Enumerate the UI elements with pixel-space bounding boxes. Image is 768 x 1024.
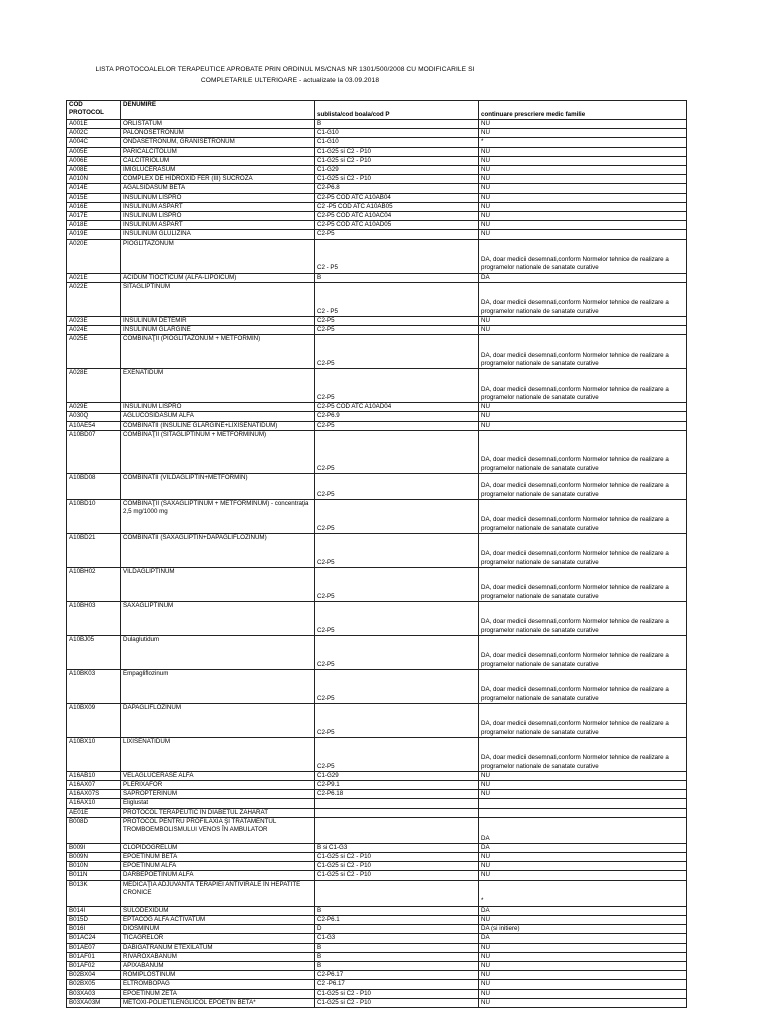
table-row (67, 635, 687, 669)
table-row (67, 239, 687, 273)
cell-sublista: C1-G25 si C2 - P10 (315, 853, 479, 862)
cell-sublista: C2-P9.1 (315, 781, 479, 790)
cell-continuare: DA, doar medicii desemnati,conform Normelor tehnice de realizare a programelor nationale de sanatate curative (479, 335, 687, 369)
cell-sublista: C1-G29 (315, 771, 479, 780)
cell-continuare: NU (479, 166, 687, 175)
cell-sublista: C2-P5 (315, 499, 479, 533)
cell-sublista: C2-P5 (315, 430, 479, 473)
cell-continuare: * (479, 138, 687, 147)
table-row (67, 817, 687, 843)
cell-sublista: C2-P5 (315, 230, 479, 239)
cell-sublista: C2-P5 COD ATC A10AB04 (315, 193, 479, 202)
cell-denumire: INSULINUM LISPRO (121, 193, 315, 202)
table-row (67, 120, 687, 129)
cell-continuare: NU (479, 120, 687, 129)
cell-cod: A014E (67, 184, 121, 193)
cell-continuare: DA, doar medicii desemnati,conform Normelor tehnice de realizare a programelor nationale de sanatate curative (479, 737, 687, 771)
cell-sublista: C1-G25 si C2 - P10 (315, 989, 479, 998)
cell-continuare: NU (479, 403, 687, 412)
cell-sublista: C1-G29 (315, 166, 479, 175)
table-row (67, 129, 687, 138)
cell-cod: A10BD10 (67, 499, 121, 533)
cell-denumire: Dulaglutidum (121, 635, 315, 669)
cell-sublista: C2-P5 (315, 421, 479, 430)
table-row (67, 790, 687, 799)
cell-denumire: EPOETINUM ALFA (121, 862, 315, 871)
cell-denumire: ACIDUM TIOCTICUM (ALFA-LIPOICUM) (121, 273, 315, 282)
cell-continuare: DA, doar medicii desemnati,conform Normelor tehnice de realizare a programelor nationale de sanatate curative (479, 635, 687, 669)
table-row (67, 799, 687, 808)
cell-cod: A019E (67, 230, 121, 239)
table-row (67, 669, 687, 703)
table-row (67, 989, 687, 998)
cell-continuare: DA, doar medicii desemnati,conform Normelor tehnice de realizare a programelor nationale de sanatate curative (479, 669, 687, 703)
cell-sublista: C1-G10 (315, 138, 479, 147)
cell-sublista: C1-G25 si C2 - P10 (315, 175, 479, 184)
table-row (67, 412, 687, 421)
cell-denumire: COMPLEX DE HIDROXID FER (III) SUCROZĂ (121, 175, 315, 184)
table-row (67, 925, 687, 934)
cell-denumire: PROTOCOL PENTRU PROFILAXIA ŞI TRATAMENTUL TROMBOEMBOLISMULUI VENOS ÎN AMBULATOR (121, 817, 315, 843)
cell-continuare: NU (479, 421, 687, 430)
cell-continuare: NU (479, 943, 687, 952)
cell-cod: A005E (67, 147, 121, 156)
cell-cod: A001E (67, 120, 121, 129)
table-row (67, 202, 687, 211)
cell-denumire: COMBINAŢII (PIOGLITAZONUM + METFORMIN) (121, 335, 315, 369)
cell-denumire: COMBINATII (INSULINE GLARGINE+LIXISENATIDUM) (121, 421, 315, 430)
cell-denumire: RIVAROXABANUM (121, 952, 315, 961)
cell-sublista (315, 817, 479, 843)
cell-denumire: INSULINUM LISPRO (121, 212, 315, 221)
cell-denumire: EPOETINUM BETA (121, 853, 315, 862)
cell-denumire: SITAGLIPTINUM (121, 282, 315, 316)
table-row (67, 915, 687, 924)
cell-continuare: NU (479, 961, 687, 970)
cell-sublista: B (315, 120, 479, 129)
cell-continuare: DA (479, 934, 687, 943)
table-row (67, 282, 687, 316)
table-row (67, 843, 687, 852)
cell-sublista: C2 - P5 (315, 282, 479, 316)
cell-cod: A025E (67, 335, 121, 369)
cell-continuare: NU (479, 156, 687, 165)
cell-denumire: TICAGRELOR (121, 934, 315, 943)
table-row (67, 781, 687, 790)
cell-cod: A10BD07 (67, 430, 121, 473)
cell-sublista: C2-P6.17 (315, 971, 479, 980)
cell-denumire: ELTROMBOPAG (121, 980, 315, 989)
cell-denumire: DAPAGLIFLOZINUM (121, 703, 315, 737)
cell-sublista: B (315, 952, 479, 961)
table-row (67, 221, 687, 230)
cell-cod: A028E (67, 369, 121, 403)
cell-denumire: ROMIPLOSTINUM (121, 971, 315, 980)
table-row (67, 703, 687, 737)
cell-sublista (315, 880, 479, 906)
cell-cod: B015D (67, 915, 121, 924)
cell-denumire: CALCITRIOLUM (121, 156, 315, 165)
cell-continuare (479, 799, 687, 808)
table-header-row (67, 101, 687, 120)
cell-sublista: C2-P5 (315, 567, 479, 601)
table-row (67, 316, 687, 325)
cell-denumire: INSULINUM ASPART (121, 202, 315, 211)
cell-denumire: COMBINAŢII (SITAGLIPTINUM + METFORMINUM) (121, 430, 315, 473)
cell-continuare (479, 808, 687, 817)
cell-denumire: EPOETINUM ZETA (121, 989, 315, 998)
table-row (67, 737, 687, 771)
cell-continuare: NU (479, 790, 687, 799)
cell-sublista: C2-P5 (315, 316, 479, 325)
cell-cod: A021E (67, 273, 121, 282)
table-row (67, 601, 687, 635)
document-title-line1: LISTA PROTOCOALELOR TERAPEUTICE APROBATE PRIN ORDINUL MS/CNAS NR 1301/500/2008 CU MODIFICARILE SI (95, 66, 475, 73)
table-row (67, 853, 687, 862)
cell-cod: B014I (67, 906, 121, 915)
cell-cod: A16AX10 (67, 799, 121, 808)
cell-cod: B03XA03 (67, 989, 121, 998)
cell-continuare: NU (479, 326, 687, 335)
table-row (67, 273, 687, 282)
table-row (67, 862, 687, 871)
cell-denumire: SULODEXIDUM (121, 906, 315, 915)
cell-cod: A030Q (67, 412, 121, 421)
cell-cod: A10BH02 (67, 567, 121, 601)
cell-continuare: DA (479, 843, 687, 852)
cell-denumire: COMBINAŢII (SAXAGLIPTINUM + METFORMINUM) - concentraţia 2,5 mg/1000 mg (121, 499, 315, 533)
cell-sublista: C2-P5 COD ATC A10AD05 (315, 221, 479, 230)
cell-cod: A10BH03 (67, 601, 121, 635)
table-row (67, 184, 687, 193)
table-row (67, 880, 687, 906)
cell-denumire: PLERIXAFOR (121, 781, 315, 790)
cell-denumire: EXENATIDUM (121, 369, 315, 403)
cell-sublista: C2-P6.8 (315, 184, 479, 193)
cell-cod: B03XA03M (67, 998, 121, 1007)
table-row (67, 175, 687, 184)
cell-continuare: NU (479, 871, 687, 880)
cell-denumire: COMBINATII (VILDAGLIPTIN+METFORMIN) (121, 473, 315, 499)
cell-continuare: DA (si initiere) (479, 925, 687, 934)
cell-continuare: NU (479, 202, 687, 211)
cell-sublista: B (315, 961, 479, 970)
header-continuare: continuare prescriere medic familie (479, 101, 687, 120)
cell-cod: A024E (67, 326, 121, 335)
cell-denumire: ORLISTATUM (121, 120, 315, 129)
table-row (67, 421, 687, 430)
cell-denumire: Empagliflozinum (121, 669, 315, 703)
table-row (67, 156, 687, 165)
header-cod-protocol: COD PROTOCOL (67, 101, 121, 120)
cell-continuare: DA, doar medicii desemnati,conform Normelor tehnice de realizare a programelor nationale de sanatate curative (479, 533, 687, 567)
cell-sublista: C2 -P5 COD ATC A10AB05 (315, 202, 479, 211)
table-row (67, 952, 687, 961)
cell-continuare: DA, doar medicii desemnati,conform Normelor tehnice de realizare a programelor nationale de sanatate curative (479, 239, 687, 273)
cell-continuare: DA, doar medicii desemnati,conform Normelor tehnice de realizare a programelor nationale de sanatate curative (479, 567, 687, 601)
cell-sublista: C2-P5 (315, 326, 479, 335)
cell-continuare: NU (479, 862, 687, 871)
table-row (67, 533, 687, 567)
cell-denumire: DIOSMINUM (121, 925, 315, 934)
cell-denumire: INSULINUM GLARGINE (121, 326, 315, 335)
cell-denumire: PARICALCITOLUM (121, 147, 315, 156)
cell-denumire: METOXI-POLIETILENGLICOL EPOETIN BETA* (121, 998, 315, 1007)
cell-sublista: C2 - P5 (315, 239, 479, 273)
cell-cod: A023E (67, 316, 121, 325)
cell-sublista: C2-P5 (315, 369, 479, 403)
table-row (67, 971, 687, 980)
cell-cod: A008E (67, 166, 121, 175)
cell-cod: B013K (67, 880, 121, 906)
cell-sublista: C2-P5 COD ATC A10AC04 (315, 212, 479, 221)
cell-continuare: DA, doar medicii desemnati,conform Normelor tehnice de realizare a programelor nationale de sanatate curative (479, 282, 687, 316)
cell-sublista: C2-P6.9 (315, 412, 479, 421)
table-row (67, 906, 687, 915)
cell-cod: A017E (67, 212, 121, 221)
cell-sublista: C2 -P6.17 (315, 980, 479, 989)
cell-cod: A018E (67, 221, 121, 230)
cell-cod: B009N (67, 853, 121, 862)
cell-continuare: DA, doar medicii desemnati,conform Normelor tehnice de realizare a programelor nationale de sanatate curative (479, 369, 687, 403)
table-row (67, 403, 687, 412)
table-row (67, 369, 687, 403)
cell-continuare: DA, doar medicii desemnati,conform Normelor tehnice de realizare a programelor nationale de sanatate curative (479, 499, 687, 533)
cell-sublista: C2-P5 (315, 601, 479, 635)
cell-sublista: B si C1-G3 (315, 843, 479, 852)
cell-denumire: IMIGLUCERASUM (121, 166, 315, 175)
cell-cod: A16AB10 (67, 771, 121, 780)
cell-continuare: NU (479, 412, 687, 421)
cell-cod: A10BK03 (67, 669, 121, 703)
cell-cod: A10BJ05 (67, 635, 121, 669)
cell-sublista: C2-P5 (315, 703, 479, 737)
cell-denumire: DABIGATRANUM ETEXILATUM (121, 943, 315, 952)
cell-sublista: C1-G10 (315, 129, 479, 138)
cell-cod: A16AX07S (67, 790, 121, 799)
cell-continuare: NU (479, 989, 687, 998)
table-row (67, 934, 687, 943)
cell-continuare: NU (479, 193, 687, 202)
cell-sublista: C2-P6.1 (315, 915, 479, 924)
cell-sublista: C2-P5 (315, 669, 479, 703)
table-row (67, 499, 687, 533)
cell-continuare: NU (479, 781, 687, 790)
cell-denumire: PALONOSETRONUM (121, 129, 315, 138)
cell-cod: B02BX05 (67, 980, 121, 989)
cell-denumire: VELAGLUCERASE ALFA (121, 771, 315, 780)
cell-sublista: C2-P5 (315, 737, 479, 771)
table-row (67, 430, 687, 473)
protocol-table (66, 100, 687, 1008)
cell-continuare: NU (479, 998, 687, 1007)
cell-cod: B01AE07 (67, 943, 121, 952)
cell-denumire: MEDICAŢIA ADJUVANTĂ TERAPIEI ANTIVIRALE ÎN HEPATITE CRONICE (121, 880, 315, 906)
cell-continuare: NU (479, 980, 687, 989)
cell-continuare: NU (479, 853, 687, 862)
cell-cod: A020E (67, 239, 121, 273)
cell-sublista: C2-P5 (315, 335, 479, 369)
table-row (67, 138, 687, 147)
cell-sublista: B (315, 943, 479, 952)
cell-continuare: NU (479, 316, 687, 325)
cell-cod: B010N (67, 862, 121, 871)
table-row (67, 473, 687, 499)
cell-denumire: COMBINATII (SAXAGLIPTIN+DAPAGLIFLOZINUM) (121, 533, 315, 567)
cell-continuare: NU (479, 129, 687, 138)
cell-sublista: C1-G25 si C2 - P10 (315, 998, 479, 1007)
cell-sublista: C2-P5 (315, 635, 479, 669)
cell-denumire: PROTOCOL TERAPEUTIC ÎN DIABETUL ZAHARAT (121, 808, 315, 817)
cell-continuare: NU (479, 212, 687, 221)
cell-sublista: C1-G3 (315, 934, 479, 943)
cell-cod: A10BX09 (67, 703, 121, 737)
cell-cod: A16AX07 (67, 781, 121, 790)
header-sublista: sublista/cod boala/cod P (315, 101, 479, 120)
cell-continuare: DA (479, 906, 687, 915)
table-row (67, 771, 687, 780)
cell-denumire: INSULINUM ASPART (121, 221, 315, 230)
cell-cod: A006E (67, 156, 121, 165)
cell-continuare: NU (479, 184, 687, 193)
table-row (67, 193, 687, 202)
table-row (67, 980, 687, 989)
cell-denumire: AGALSIDASUM BETA (121, 184, 315, 193)
cell-cod: B01AF02 (67, 961, 121, 970)
cell-sublista: B (315, 273, 479, 282)
cell-cod: A004C (67, 138, 121, 147)
cell-sublista: C2-P5 COD ATC A10AD04 (315, 403, 479, 412)
cell-cod: B008D (67, 817, 121, 843)
cell-cod: A10BD08 (67, 473, 121, 499)
cell-denumire: LIXISENATIDUM (121, 737, 315, 771)
cell-denumire: SAPROPTERINUM (121, 790, 315, 799)
cell-continuare: NU (479, 952, 687, 961)
cell-denumire: AGLUCOSIDASUM ALFA (121, 412, 315, 421)
table-row (67, 166, 687, 175)
cell-cod: B009I (67, 843, 121, 852)
cell-continuare: DA, doar medicii desemnati,conform Normelor tehnice de realizare a programelor nationale de sanatate curative (479, 703, 687, 737)
cell-continuare: DA (479, 273, 687, 282)
cell-cod: A029E (67, 403, 121, 412)
table-row (67, 212, 687, 221)
cell-denumire: INSULINUM GLULIZINA (121, 230, 315, 239)
cell-sublista: B (315, 906, 479, 915)
cell-cod: A10AE54 (67, 421, 121, 430)
cell-cod: B01AC24 (67, 934, 121, 943)
cell-sublista (315, 799, 479, 808)
cell-sublista: C1-G25 si C2 - P10 (315, 156, 479, 165)
cell-cod: A022E (67, 282, 121, 316)
cell-sublista: C1-G25 si C2 - P10 (315, 862, 479, 871)
cell-continuare: NU (479, 221, 687, 230)
cell-cod: B011N (67, 871, 121, 880)
cell-sublista: C2-P5 (315, 473, 479, 499)
cell-cod: AE01E (67, 808, 121, 817)
table-row (67, 943, 687, 952)
cell-continuare: * (479, 880, 687, 906)
cell-continuare: NU (479, 771, 687, 780)
cell-continuare: NU (479, 147, 687, 156)
cell-denumire: ONDASETRONUM, GRANISETRONUM (121, 138, 315, 147)
cell-cod: A016E (67, 202, 121, 211)
document-title-line2: COMPLETARILE ULTERIOARE - actualizate la 03.09.2018 (200, 77, 380, 84)
cell-denumire: DARBEPOETINUM ALFA (121, 871, 315, 880)
cell-continuare: DA, doar medicii desemnati,conform Normelor tehnice de realizare a programelor nationale de sanatate curative (479, 601, 687, 635)
table-row (67, 808, 687, 817)
table-row (67, 335, 687, 369)
cell-continuare: NU (479, 915, 687, 924)
cell-cod: A002C (67, 129, 121, 138)
cell-continuare: DA, doar medicii desemnati,conform Normelor tehnice de realizare a programelor nationale de sanatate curative (479, 473, 687, 499)
table-row (67, 230, 687, 239)
cell-sublista: C2-P5 (315, 533, 479, 567)
table-row (67, 147, 687, 156)
cell-cod: A10BX10 (67, 737, 121, 771)
cell-cod: B016I (67, 925, 121, 934)
table-row (67, 326, 687, 335)
cell-denumire: PIOGLITAZONUM (121, 239, 315, 273)
cell-sublista: C1-G25 si C2 - P10 (315, 147, 479, 156)
cell-denumire: INSULINUM LISPRO (121, 403, 315, 412)
cell-sublista: C1-G25 si C2 - P10 (315, 871, 479, 880)
cell-continuare: NU (479, 175, 687, 184)
table-row (67, 998, 687, 1007)
header-denumire: DENUMIRE (121, 101, 315, 120)
table-row (67, 871, 687, 880)
cell-denumire: APIXABANUM (121, 961, 315, 970)
cell-continuare: DA, doar medicii desemnati,conform Normelor tehnice de realizare a programelor nationale de sanatate curative (479, 430, 687, 473)
cell-denumire: EPTACOG ALFA ACTIVATUM (121, 915, 315, 924)
table-row (67, 567, 687, 601)
cell-denumire: CLOPIDOGRELUM (121, 843, 315, 852)
cell-sublista (315, 808, 479, 817)
cell-denumire: SAXAGLIPTINUM (121, 601, 315, 635)
cell-continuare: DA (479, 817, 687, 843)
cell-cod: A015E (67, 193, 121, 202)
cell-continuare: NU (479, 971, 687, 980)
cell-cod: A010N (67, 175, 121, 184)
cell-denumire: INSULINUM DETEMIR (121, 316, 315, 325)
cell-continuare: NU (479, 230, 687, 239)
cell-sublista: D (315, 925, 479, 934)
cell-cod: B01AF01 (67, 952, 121, 961)
cell-sublista: C2-P6.18 (315, 790, 479, 799)
cell-denumire: VILDAGLIPTINUM (121, 567, 315, 601)
cell-cod: A10BD21 (67, 533, 121, 567)
table-row (67, 961, 687, 970)
cell-cod: B02BX04 (67, 971, 121, 980)
cell-denumire: Eliglustat (121, 799, 315, 808)
